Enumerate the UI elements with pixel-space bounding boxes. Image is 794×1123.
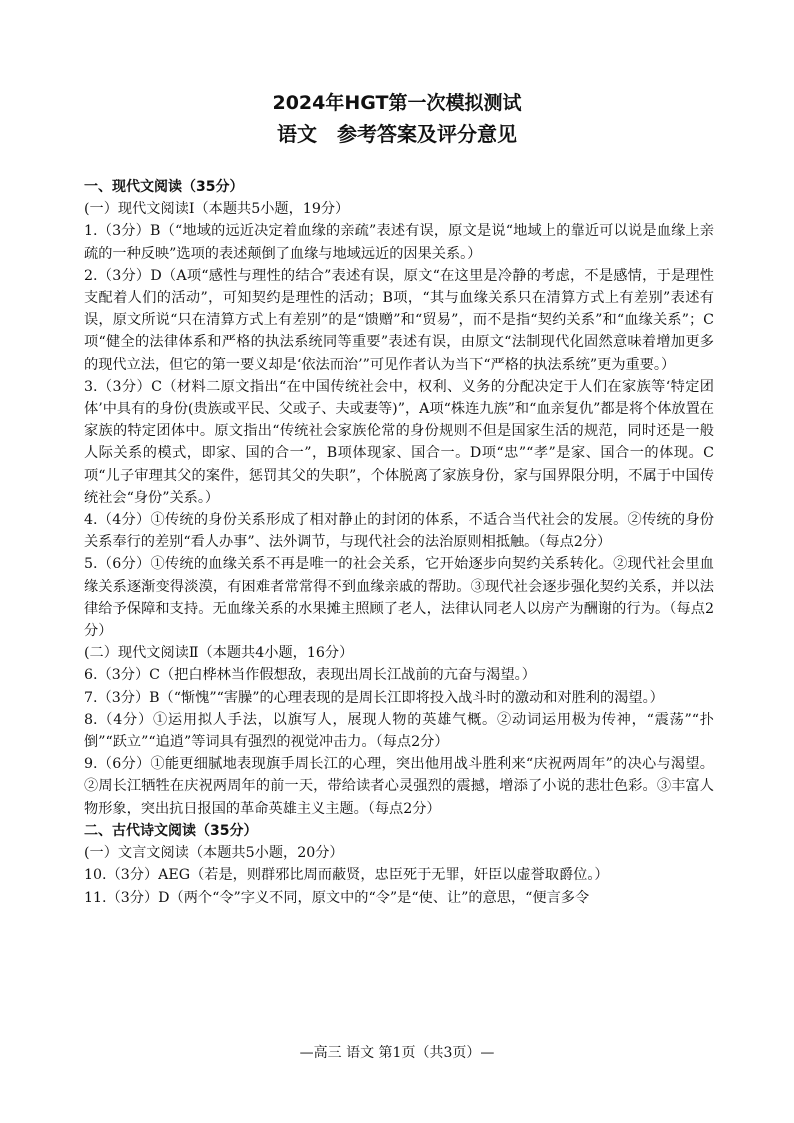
answer-item: 1.（3分）B（“地域的远近决定着血缘的亲疏”表述有误，原文是说“地域上的靠近可以说是血缘上亲疏的一种反映”选项的表述颠倒了血缘与地域远近的因果关系。） [84,223,714,262]
answer-item: 10.（3分）AEG（若是，则群邪比周而蔽贤，忠臣死于无罪，奸臣以虚誉取爵位。） [84,867,609,884]
subsection-heading: (一）文言文阅读（本题共5小题，20分） [84,845,344,862]
answer-item: 3.（3分）C（材料二原文指出“在中国传统社会中，权利、义务的分配决定于人们在家族等‘特定团体’中具有的身份(贵族或平民、父或子、夫或妻等)”，A项“株连九族”和“血亲复仇”都是将个体放置在家族的特定团体中。原文指出“传统社会家族伦常的身份规则不但是国家生活的规范，同时还是一般人际关系的模式，即家、国的合一”，B项体现家、国合一。D项“忠”“孝”是家、国合一的体现。C项“儿子审理其父的案件，惩罚其父的失职”，个体脱离了家族身份，家与国界限分明，不属于中国传统社会“身份”关系。） [84,378,714,506]
page-title: 2024年HGT第一次模拟测试 [272,92,522,114]
section-heading: 一、现代文阅读（35分） [84,179,244,195]
answer-item: 4.（4分）①传统的身份关系形成了相对静止的封闭的体系，不适合当代社会的发展。②传统的身份关系奉行的差别“看人办事”、法外调节，与现代社会的法治原则相抵触。（每点2分） [84,512,714,551]
section-heading: 二、古代诗文阅读（35分） [84,822,258,839]
answer-item: 11.（3分）D（两个“令”字义不同，原文中的“令”是“使、让”的意思，“便言多令 [84,889,590,906]
page-footer: —高三 语文 第1页（共3页）— [299,1045,495,1061]
subsection-heading: (二）现代文阅读Ⅱ（本题共4小题，16分） [84,645,354,662]
answer-item: 6.（3分）C（把白桦林当作假想敌，表现出周长江战前的亢奋与渴望。） [84,667,536,684]
answer-item: 9.（6分）①能更细腻地表现旗手周长江的心理，突出他用战斗胜利来“庆祝两周年”的决心与渴望。②周长江牺牲在庆祝两周年的前一天，带给读者心灵强烈的震撼，增添了小说的悲壮色彩。③丰富人物形象，突出抗日报国的革命英雄主义主题。（每点2分） [84,756,714,817]
answer-item: 2.（3分）D（A项“感性与理性的结合”表述有误，原文“在这里是冷静的考虑，不是感情，于是理性支配着人们的活动”，可知契约是理性的活动；B项，“其与血缘关系只在清算方式上有差别”表述有误，原文所说“只在清算方式上有差别”的是“馈赠”和“贸易”，而不是指“契约关系”和“血缘关系”；C项“健全的法律体系和严格的执法系统同等重要”表述有误，由原文“法制现代化固然意味着增加更多的现代立法，但它的第一要义却是‘依法而治’”可见作者认为当下“严格的执法系统”更为重要。） [84,267,714,373]
page-subtitle: 语文 参考答案及评分意见 [277,122,517,146]
answer-item: 7.（3分）B（“惭愧”“害臊”的心理表现的是周长江即将投入战斗时的激动和对胜利的渴望。） [84,689,664,706]
answer-content [84,176,714,909]
answer-item: 8.（4分）①运用拟人手法，以旗写人，展现人物的英雄气概。②动词运用极为传神，“震荡”“扑倒”“跃立”“追逍”等词具有强烈的视觉冲击力。（每点2分） [84,711,714,751]
answer-item: 5.（6分）①传统的血缘关系不再是唯一的社会关系，它开始逐步向契约关系转化。②现代社会里血缘关系逐渐变得淡漠，有困难者常常得不到血缘亲戚的帮助。③现代社会逐步强化契约关系，并以法律给予保障和支持。无血缘关系的水果摊主照顾了老人，法律认同老人以房产为酬谢的行为。（每点2分） [84,556,714,640]
subsection-heading: (一）现代文阅读Ⅰ（本题共5小题，19分） [84,201,350,218]
